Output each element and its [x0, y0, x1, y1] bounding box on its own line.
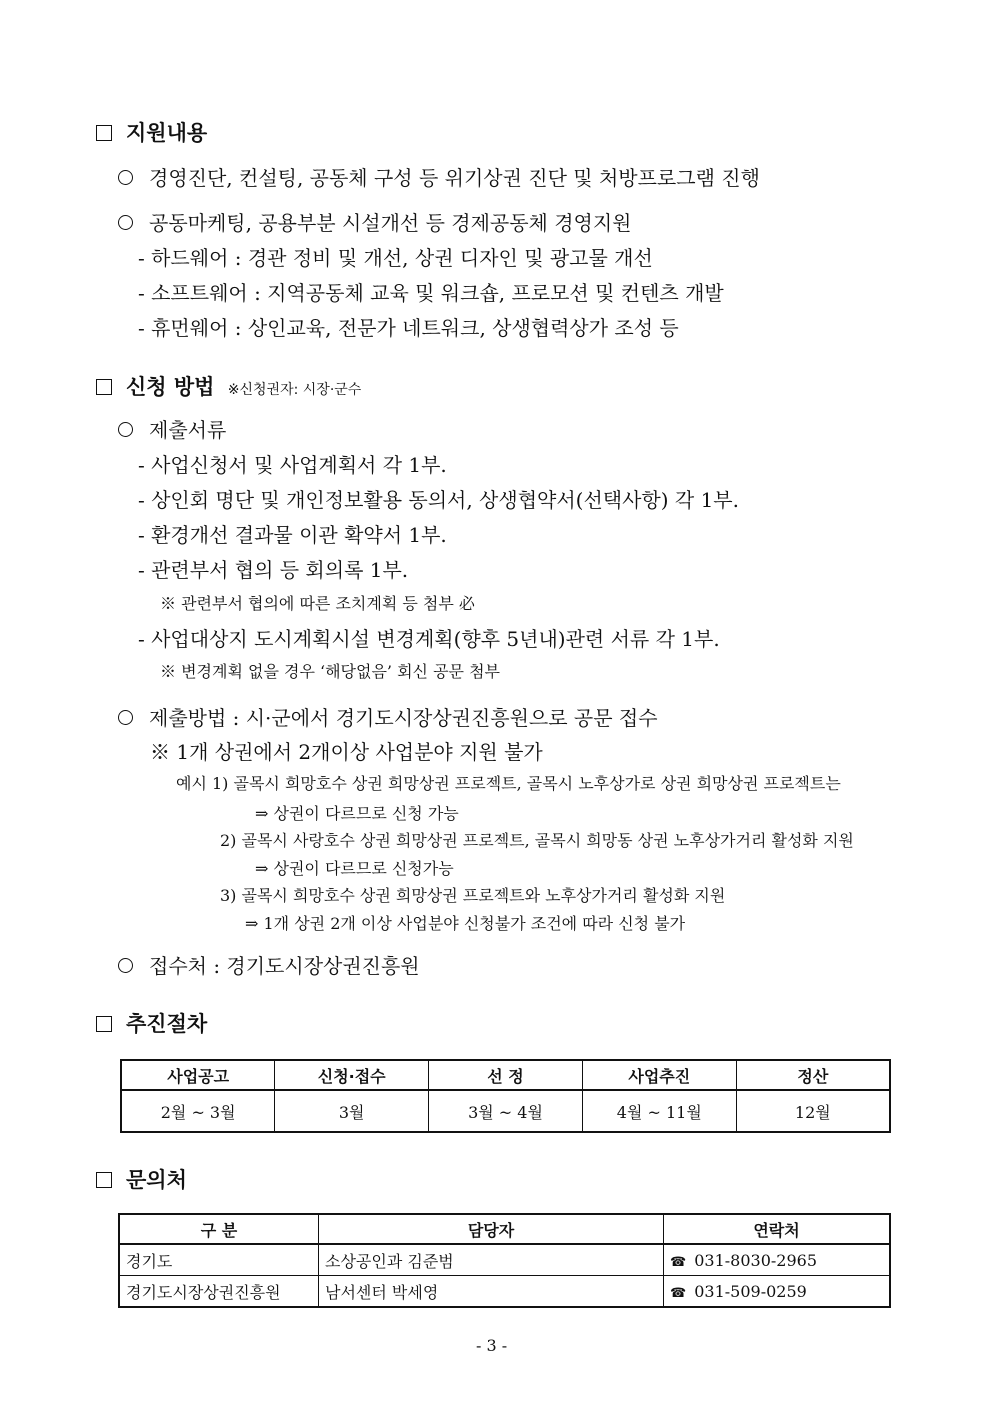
phone-icon: ☎: [670, 1254, 687, 1270]
contact-phone-cell: [664, 1276, 891, 1308]
circle-bullet-icon: [118, 215, 133, 230]
process-cell: 3월: [275, 1090, 429, 1132]
page-number: - 3 -: [476, 1336, 508, 1355]
doc-item-3: - 환경개선 결과물 이관 확약서 1부.: [138, 523, 447, 547]
docs-heading: 제출서류: [118, 414, 226, 443]
doc-note-2: ※ 변경계획 없을 경우 ‘해당없음’ 회신 공문 첨부: [160, 662, 500, 681]
process-table: [120, 1059, 891, 1133]
support-item-2: 공동마케팅, 공용부분 시설개선 등 경제공동체 경영지원: [118, 207, 632, 236]
contact-division: 경기도시장상권진흥원: [119, 1276, 319, 1308]
circle-bullet-icon: [118, 958, 133, 973]
support-sub-humanware: - 휴먼웨어 : 상인교육, 전문가 네트워크, 상생협력상가 조성 등: [138, 316, 679, 340]
process-header: 사업추진: [582, 1060, 736, 1090]
checkbox-square-icon: [96, 1016, 112, 1032]
applicant-note: ※신청권자: 시장·군수: [227, 382, 362, 398]
support-item-1: 경영진단, 컨설팅, 공동체 구성 등 위기상권 진단 및 처방프로그램 진행: [118, 162, 760, 191]
contact-header: 연락처: [664, 1214, 891, 1244]
contact-header: 구 분: [119, 1214, 319, 1244]
process-header: 사업공고: [121, 1060, 275, 1090]
contact-header: 담당자: [319, 1214, 664, 1244]
submit-method-note: ※ 1개 상권에서 2개이상 사업분야 지원 불가: [150, 740, 543, 764]
section-apply-heading: 신청 방법 ※신청권자: 시장·군수: [96, 371, 361, 401]
example-2: 2) 골목시 사랑호수 상권 희망상권 프로젝트, 골목시 희망동 상권 노후상가거리 활성화 지원: [220, 831, 854, 850]
contact-phone-cell: [664, 1244, 891, 1276]
doc-item-1: - 사업신청서 및 사업계획서 각 1부.: [138, 453, 447, 477]
checkbox-square-icon: [96, 1172, 112, 1188]
contact-phone: 031-509-0259: [694, 1281, 807, 1301]
process-value-row: [121, 1090, 890, 1132]
contact-header-row: [119, 1214, 890, 1244]
example-3: 3) 골목시 희망호수 상권 희망상권 프로젝트와 노후상가거리 활성화 지원: [220, 886, 726, 905]
circle-bullet-icon: [118, 422, 133, 437]
doc-item-5: - 사업대상지 도시계획시설 변경계획(향후 5년내)관련 서류 각 1부.: [138, 627, 720, 651]
contact-division: 경기도: [119, 1244, 319, 1276]
section-contact-heading: 문의처: [96, 1164, 187, 1194]
example-1-result: ⇒ 상권이 다르므로 신청 가능: [255, 804, 459, 823]
doc-note-1: ※ 관련부서 협의에 따른 조치계획 등 첨부 必: [160, 594, 475, 613]
example-3-result: ⇒ 1개 상권 2개 이상 사업분야 신청불가 조건에 따라 신청 불가: [245, 914, 686, 933]
contact-person: 소상공인과 김준범: [319, 1244, 664, 1276]
process-cell: 12월: [736, 1090, 890, 1132]
support-sub-software: - 소프트웨어 : 지역공동체 교육 및 워크숍, 프로모션 및 컨텐츠 개발: [138, 281, 724, 305]
checkbox-square-icon: [96, 379, 112, 395]
table-row: [119, 1244, 890, 1276]
process-header: 정산: [736, 1060, 890, 1090]
support-sub-hardware: - 하드웨어 : 경관 정비 및 개선, 상권 디자인 및 광고물 개선: [138, 246, 653, 270]
contact-person: 남서센터 박세영: [319, 1276, 664, 1308]
receiver: 접수처 : 경기도시장상권진흥원: [118, 950, 420, 979]
table-row: [119, 1276, 890, 1308]
process-cell: 3월 ~ 4월: [429, 1090, 583, 1132]
example-1: 예시 1) 골목시 희망호수 상권 희망상권 프로젝트, 골목시 노후상가로 상권 희망상권 프로젝트는: [176, 774, 841, 793]
section-support-heading: 지원내용: [96, 117, 207, 147]
example-2-result: ⇒ 상권이 다르므로 신청가능: [255, 859, 454, 878]
checkbox-square-icon: [96, 125, 112, 141]
circle-bullet-icon: [118, 710, 133, 725]
process-header-row: [121, 1060, 890, 1090]
submit-method: 제출방법 : 시·군에서 경기도시장상권진흥원으로 공문 접수: [118, 702, 658, 731]
phone-icon: ☎: [670, 1285, 687, 1301]
process-header: 신청·접수: [275, 1060, 429, 1090]
section-process-heading: 추진절차: [96, 1008, 207, 1038]
circle-bullet-icon: [118, 170, 133, 185]
doc-item-4: - 관련부서 협의 등 회의록 1부.: [138, 558, 409, 582]
contact-table: [118, 1213, 891, 1308]
contact-phone: 031-8030-2965: [694, 1250, 817, 1270]
doc-item-2: - 상인회 명단 및 개인정보활용 동의서, 상생협약서(선택사항) 각 1부.: [138, 488, 739, 512]
process-header: 선 정: [429, 1060, 583, 1090]
process-cell: 2월 ~ 3월: [121, 1090, 275, 1132]
process-cell: 4월 ~ 11월: [582, 1090, 736, 1132]
